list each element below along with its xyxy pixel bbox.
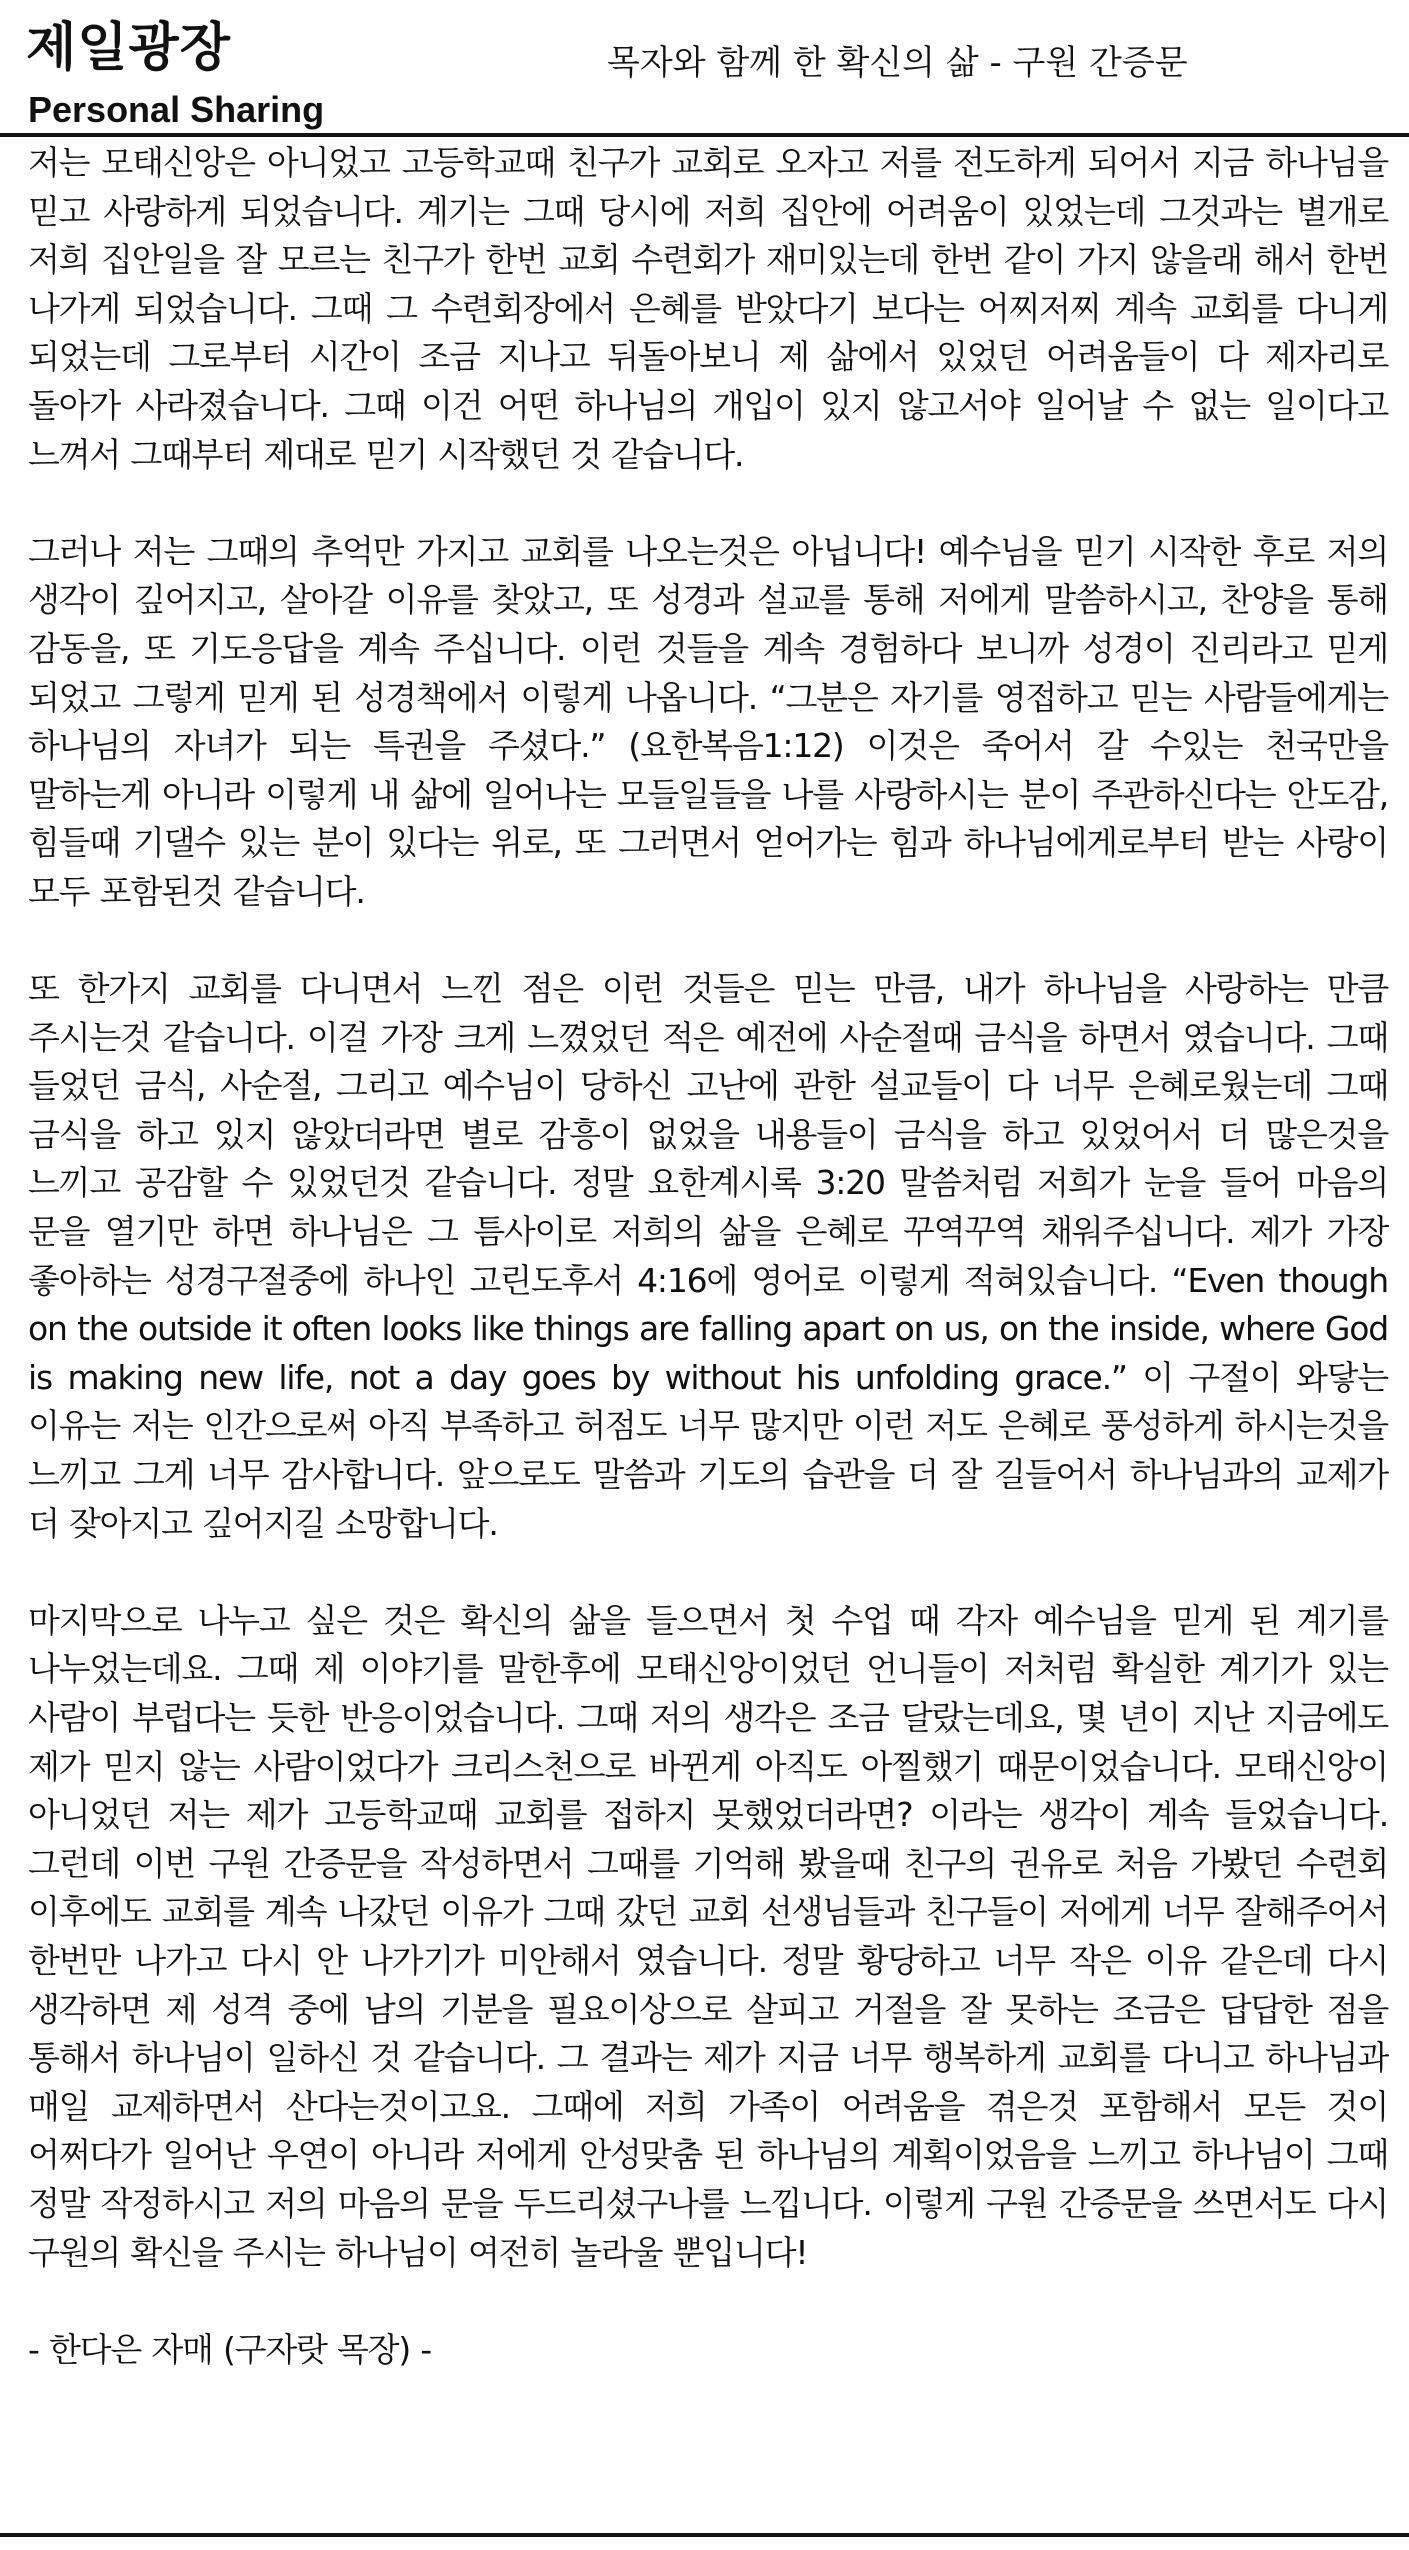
- article-heading: 목자와 함께 한 확신의 삶 - 구원 간증문: [607, 43, 1188, 83]
- header-divider: [0, 133, 1409, 137]
- author-signature: - 한다은 자매 (구자랏 목장) -: [28, 2329, 431, 2369]
- article-body: [28, 139, 1388, 2374]
- paragraph-4: 마지막으로 나누고 싶은 것은 확신의 삶을 들으면서 첫 수업 때 각자 예수님을 믿게 된 계기를 나누었는데요. 그때 제 이야기를 말한후에 모태신앙이었던 언니들이 저처럼 확실한 계기가 있는 사람이 부럽다는 듯한 반응이었습니다. 그때 저의 생각은 조금 달랐는데요, 몇 년이 지난 지금에도 제가 믿지 않는 사람이었다가 크리스천으로 바뀐게 아직도 아찔했기 때문이었습니다. 모태신앙이 아니었던 저는 제가 고등학교때 교회를 접하지 못했었더라면? 이라는 생각이 계속 들었습니다. 그런데 이번 구원 간증문을 작성하면서 그때를 기억해 봤을때 친구의 권유로 처음 가봤던 수련회 이후에도 교회를 계속 나갔던 이유가 그때 갔던 교회 선생님들과 친구들이 저에게 너무 잘해주어서 한번만 나가고 다시 안 나가기가 미안해서 였습니다. 정말 황당하고 너무 작은 이유 같은데 다시 생각하면 제 성격 중에 남의 기분을 필요이상으로 살피고 거절을 잘 못하는 조금은 답답한 점을 통해서 하나님이 일하신 것 같습니다. 그 결과는 제가 지금 너무 행복하게 교회를 다니고 하나님과 매일 교제하면서 산다는것이고요. 그때에 저희 가족이 어려움을 겪은것 포함해서 모든 것이 어쩌다가 일어난 우연이 아니라 저에게 안성맞춤 된 하나님의 계획이었음을 느끼고 하나님이 그때 정말 작정하시고 저의 마음의 문을 두드리셨구나를 느낍니다. 이렇게 구원 간증문을 쓰면서도 다시 구원의 확신을 주시는 하나님이 여전히 놀라울 뿐입니다!: [28, 1600, 1388, 2272]
- page-header: [0, 0, 1409, 136]
- paragraph-3: 또 한가지 교회를 다니면서 느낀 점은 이런 것들은 믿는 만큼, 내가 하나님을 사랑하는 만큼 주시는것 같습니다. 이걸 가장 크게 느꼈었던 적은 예전에 사순절때 금식을 하면서 였습니다. 그때 들었던 금식, 사순절, 그리고 예수님이 당하신 고난에 관한 설교들이 다 너무 은혜로웠는데 그때 금식을 하고 있지 않았더라면 별로 감흥이 없었을 내용들이 금식을 하고 있었어서 더 많은것을 느끼고 공감할 수 있었던것 같습니다. 정말 요한계시록 3:20 말씀처럼 저희가 눈을 들어 마음의 문을 열기만 하면 하나님은 그 틈사이로 저희의 삶을 은혜로 꾸역꾸역 채워주십니다. 제가 가장 좋아하는 성경구절중에 하나인 고린도후서 4:16에 영어로 이렇게 적혀있습니다. “Even though on the outside it often looks like things are falling apart on us, on the inside, where God is making new life, not a day goes by without his unfolding grace.” 이 구절이 와닿는 이유는 저는 인간으로써 아직 부족하고 허점도 너무 많지만 이런 저도 은혜로 풍성하게 하시는것을 느끼고 그게 너무 감사합니다. 앞으로도 말씀과 기도의 습관을 더 잘 길들어서 하나님과의 교제가 더 잦아지고 깊어지길 소망합니다.: [28, 969, 1388, 1543]
- publication-title: 제일광장: [26, 18, 231, 78]
- section-label: Personal Sharing: [28, 89, 325, 130]
- paragraph-1: 저는 모태신앙은 아니었고 고등학교때 친구가 교회로 오자고 저를 전도하게 되어서 지금 하나님을 믿고 사랑하게 되었습니다. 계기는 그때 당시에 저희 집안에 어려움이 있었는데 그것과는 별개로 저희 집안일을 잘 모르는 친구가 한번 교회 수련회가 재미있는데 한번 같이 가지 않을래 해서 한번 나가게 되었습니다. 그때 그 수련회장에서 은혜를 받았다기 보다는 어찌저찌 계속 교회를 다니게 되었는데 그로부터 시간이 조금 지나고 뒤돌아보니 제 삶에서 있었던 어려움들이 다 제자리로 돌아가 사라졌습니다. 그때 이건 어떤 하나님의 개입이 있지 않고서야 일어날 수 없는 일이다고 느껴서 그때부터 제대로 믿기 시작했던 것 같습니다.: [28, 143, 1388, 474]
- paragraph-2: 그러나 저는 그때의 추억만 가지고 교회를 나오는것은 아닙니다! 예수님을 믿기 시작한 후로 저의 생각이 깊어지고, 살아갈 이유를 찾았고, 또 성경과 설교를 통해 저에게 말씀하시고, 찬양을 통해 감동을, 또 기도응답을 계속 주십니다. 이런 것들을 계속 경험하다 보니까 성경이 진리라고 믿게 되었고 그렇게 믿게 된 성경책에서 이렇게 나옵니다. “그분은 자기를 영접하고 믿는 사람들에게는 하나님의 자녀가 되는 특권을 주셨다.” (요한복음1:12) 이것은 죽어서 갈 수있는 천국만을 말하는게 아니라 이렇게 내 삶에 일어나는 모들일들을 나를 사랑하시는 분이 주관하신다는 안도감, 힘들때 기댈수 있는 분이 있다는 위로, 또 그러면서 얻어가는 힘과 하나님에게로부터 받는 사랑이 모두 포함된것 같습니다.: [28, 531, 1388, 911]
- footer-divider: [0, 2533, 1409, 2537]
